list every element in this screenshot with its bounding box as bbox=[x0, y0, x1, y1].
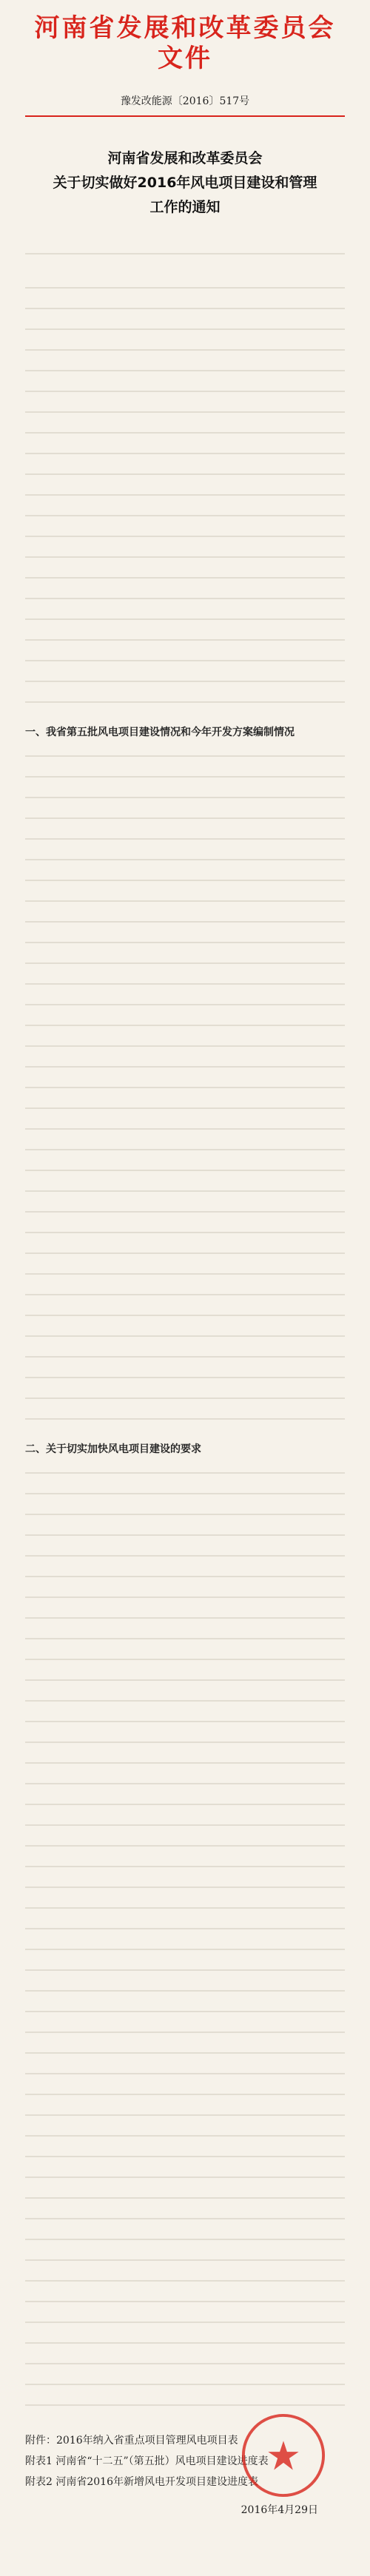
section-heading: 二、关于切实加快风电项目建设的要求 bbox=[25, 1443, 201, 1455]
body-paragraph bbox=[25, 991, 345, 1198]
section-intro bbox=[25, 274, 345, 709]
section-2 bbox=[25, 1440, 345, 2413]
body-paragraph bbox=[25, 1957, 345, 2102]
section-heading: 一、我省第五批风电项目建设情况和今年开发方案编制情况 bbox=[25, 726, 295, 739]
section-1 bbox=[25, 723, 345, 1426]
body-paragraph bbox=[25, 1750, 345, 1957]
attachment-item: 附表1 河南省“十二五”（第五批）风电项目建设进度表 bbox=[25, 2455, 269, 2467]
body-paragraph bbox=[25, 2185, 345, 2330]
official-seal-icon bbox=[240, 2412, 327, 2499]
masthead-rule bbox=[25, 115, 345, 117]
body-paragraph bbox=[25, 1281, 345, 1426]
document-masthead: 河南省发展和改革委员会文件 bbox=[34, 13, 336, 73]
notice-title-line-3: 工作的通知 bbox=[149, 199, 221, 216]
notice-title-line-2: 关于切实做好2016年风电项目建设和管理 bbox=[53, 174, 317, 191]
body-paragraph bbox=[25, 274, 345, 419]
document-number: 豫发改能源〔2016〕517号 bbox=[120, 95, 250, 107]
notice-title bbox=[25, 146, 345, 220]
body-paragraph bbox=[25, 419, 345, 627]
attachment-item: 附件：2016年纳入省重点项目管理风电项目表 bbox=[25, 2434, 238, 2447]
body-paragraph bbox=[25, 1605, 345, 1750]
body-paragraph bbox=[25, 743, 345, 991]
body-paragraph bbox=[25, 1460, 345, 1605]
addressee-line bbox=[25, 240, 345, 261]
body-paragraph bbox=[25, 1198, 345, 1281]
issue-date: 2016年4月29日 bbox=[240, 2504, 318, 2516]
attachment-item: 附表2 河南省2016年新增风电开发项目建设进度表 bbox=[25, 2475, 258, 2488]
body-paragraph bbox=[25, 627, 345, 709]
notice-title-issuer: 河南省发展和改革委员会 bbox=[107, 149, 263, 166]
body-paragraph bbox=[25, 2102, 345, 2185]
body-paragraph bbox=[25, 2330, 345, 2413]
